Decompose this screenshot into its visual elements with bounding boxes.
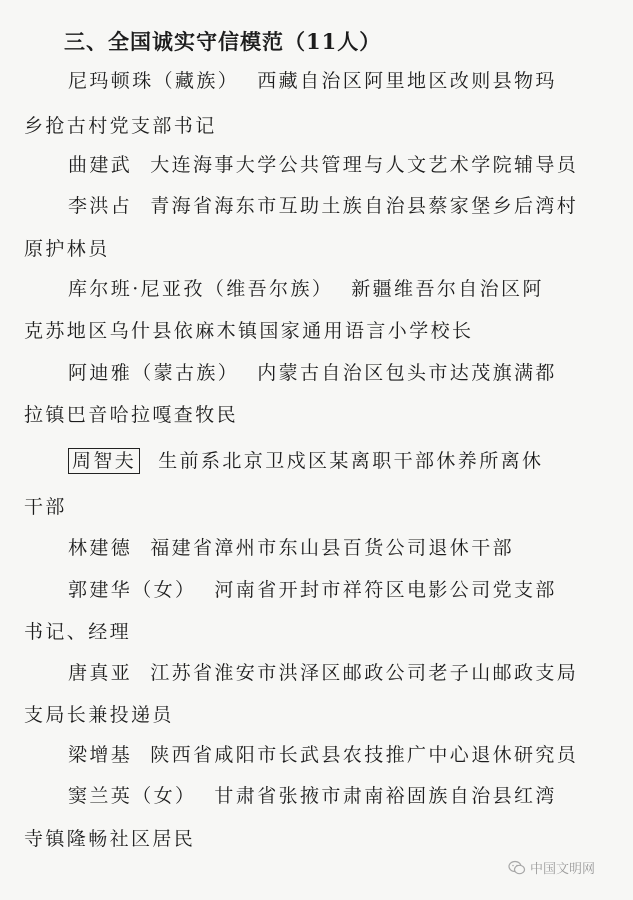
entry-continuation: 拉镇巴音哈拉嘎查牧民 [24,404,239,426]
person-title: 江苏省淮安市洪泽区邮政公司老子山邮政支局 [150,662,579,684]
person-title: 青海省海东市互助土族自治县蔡家堡乡后湾村 [150,195,579,217]
person-name: 梁增基 [68,744,133,766]
entry-line [68,276,544,302]
entry-continuation: 原护林员 [24,238,110,260]
entry-line [68,448,543,474]
entry-line [68,193,578,219]
person-title: 陕西省咸阳市长武县农技推广中心退休研究员 [150,744,579,766]
section-heading: 三、全国诚实守信模范（11人） [64,29,382,54]
person-name: 郭建华（女） [68,579,197,601]
person-name: 唐真亚 [68,662,133,684]
person-title: 甘肃省张掖市肃南裕固族自治县红湾 [214,785,557,807]
entry-continuation: 克苏地区乌什县依麻木镇国家通用语言小学校长 [24,320,474,342]
person-title: 河南省开封市祥符区电影公司党支部 [214,579,557,601]
person-name: 阿迪雅（蒙古族） [68,362,240,384]
person-name-boxed: 周智夫 [68,448,140,474]
watermark-text: 中国文明网 [530,862,596,877]
wechat-icon [508,860,526,876]
person-name: 李洪占 [68,195,133,217]
person-title: 大连海事大学公共管理与人文艺术学院辅导员 [150,154,579,176]
entry-continuation: 支局长兼投递员 [24,704,174,726]
person-title: 内蒙古自治区包头市达茂旗满都 [257,362,557,384]
watermark [508,858,595,877]
entry-line [68,742,578,768]
entry-line [68,535,514,561]
person-name: 曲建武 [68,154,133,176]
person-title: 新疆维吾尔自治区阿 [351,278,544,300]
entry-line [68,577,557,603]
entry-line [68,152,578,178]
entry-continuation: 乡抢古村党支部书记 [24,115,217,137]
entry-continuation: 寺镇隆畅社区居民 [24,828,196,850]
person-title: 福建省漳州市东山县百货公司退休干部 [150,537,515,559]
person-title: 生前系北京卫戍区某离职干部休养所离休 [158,450,544,472]
entry-line [68,660,578,686]
person-name: 库尔班·尼亚孜（维吾尔族） [68,278,334,300]
entry-line [68,360,557,386]
person-name: 窦兰英（女） [68,785,197,807]
entry-continuation: 书记、经理 [24,621,132,643]
person-title: 西藏自治区阿里地区改则县物玛 [257,70,557,92]
entry-continuation: 干部 [24,496,67,518]
person-name: 尼玛顿珠（藏族） [68,70,240,92]
entry-line [68,68,557,94]
person-name: 林建德 [68,537,133,559]
entry-line [68,783,557,809]
